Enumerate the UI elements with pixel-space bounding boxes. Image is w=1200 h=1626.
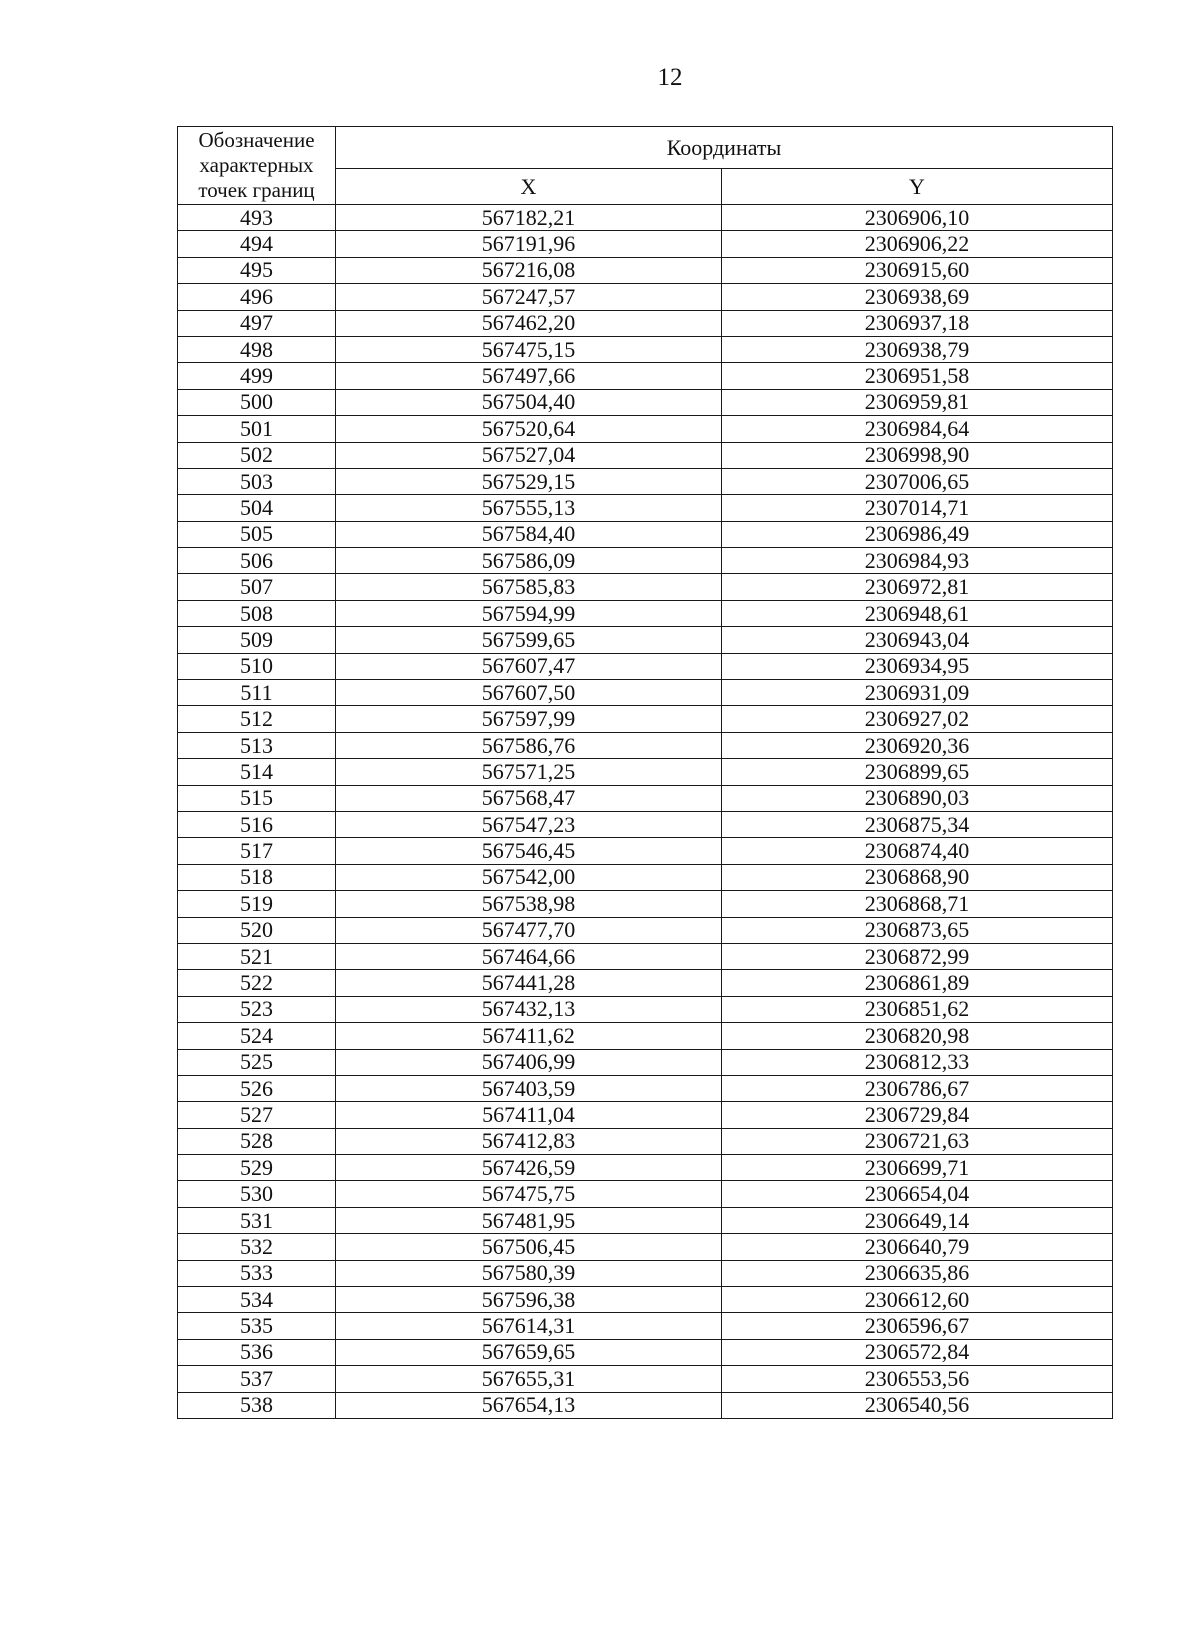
y-coordinate-cell: 2306915,60	[722, 257, 1113, 283]
x-coordinate-cell: 567406,99	[336, 1049, 722, 1075]
x-coordinate-cell: 567520,64	[336, 416, 722, 442]
point-cell: 531	[178, 1207, 336, 1233]
point-cell: 493	[178, 205, 336, 231]
x-coordinate-cell: 567426,59	[336, 1155, 722, 1181]
table-row	[178, 1155, 1113, 1181]
x-coordinate-cell: 567191,96	[336, 231, 722, 257]
table-row	[178, 1260, 1113, 1286]
x-coordinate-cell: 567580,39	[336, 1260, 722, 1286]
table-row	[178, 996, 1113, 1022]
x-coordinate-cell: 567441,28	[336, 970, 722, 996]
point-cell: 495	[178, 257, 336, 283]
x-coordinate-cell: 567586,76	[336, 732, 722, 758]
x-coordinate-cell: 567614,31	[336, 1313, 722, 1339]
x-coordinate-cell: 567546,45	[336, 838, 722, 864]
table-row	[178, 1366, 1113, 1392]
x-coordinate-cell: 567555,13	[336, 495, 722, 521]
x-coordinate-cell: 567568,47	[336, 785, 722, 811]
table-row	[178, 1075, 1113, 1101]
y-coordinate-cell: 2306920,36	[722, 732, 1113, 758]
x-coordinate-cell: 567412,83	[336, 1128, 722, 1154]
table-row	[178, 811, 1113, 837]
table-row	[178, 548, 1113, 574]
point-cell: 513	[178, 732, 336, 758]
y-coordinate-cell: 2306938,79	[722, 336, 1113, 362]
x-coordinate-cell: 567504,40	[336, 389, 722, 415]
y-coordinate-cell: 2306812,33	[722, 1049, 1113, 1075]
x-coordinate-cell: 567594,99	[336, 600, 722, 626]
point-cell: 510	[178, 653, 336, 679]
y-coordinate-cell: 2307006,65	[722, 468, 1113, 494]
x-coordinate-cell: 567659,65	[336, 1339, 722, 1365]
point-cell: 496	[178, 284, 336, 310]
table-row	[178, 653, 1113, 679]
point-cell: 524	[178, 1023, 336, 1049]
point-cell: 517	[178, 838, 336, 864]
point-cell: 501	[178, 416, 336, 442]
table-row	[178, 1102, 1113, 1128]
x-coordinate-cell: 567462,20	[336, 310, 722, 336]
table-row	[178, 785, 1113, 811]
y-coordinate-cell: 2306951,58	[722, 363, 1113, 389]
table-row	[178, 205, 1113, 231]
point-cell: 500	[178, 389, 336, 415]
x-coordinate-cell: 567585,83	[336, 574, 722, 600]
table-row	[178, 231, 1113, 257]
x-coordinate-cell: 567542,00	[336, 864, 722, 890]
table-row	[178, 442, 1113, 468]
table-row	[178, 706, 1113, 732]
x-coordinate-cell: 567477,70	[336, 917, 722, 943]
x-coordinate-cell: 567607,50	[336, 680, 722, 706]
point-designation-header: Обозначение характерных точек границ	[178, 127, 336, 205]
table-row	[178, 389, 1113, 415]
y-coordinate-cell: 2306948,61	[722, 600, 1113, 626]
y-coordinate-cell: 2306890,03	[722, 785, 1113, 811]
point-cell: 530	[178, 1181, 336, 1207]
y-coordinate-cell: 2306972,81	[722, 574, 1113, 600]
table-row	[178, 600, 1113, 626]
table-header	[178, 127, 1113, 205]
table-row	[178, 521, 1113, 547]
table-row	[178, 891, 1113, 917]
table-row	[178, 310, 1113, 336]
table-row	[178, 1181, 1113, 1207]
y-coordinate-cell: 2306635,86	[722, 1260, 1113, 1286]
y-column-header: Y	[722, 169, 1113, 205]
point-cell: 538	[178, 1392, 336, 1418]
y-coordinate-cell: 2306612,60	[722, 1287, 1113, 1313]
x-coordinate-cell: 567529,15	[336, 468, 722, 494]
x-coordinate-cell: 567182,21	[336, 205, 722, 231]
table-row	[178, 943, 1113, 969]
table-row	[178, 1049, 1113, 1075]
point-cell: 499	[178, 363, 336, 389]
x-coordinate-cell: 567527,04	[336, 442, 722, 468]
y-coordinate-cell: 2306820,98	[722, 1023, 1113, 1049]
table-body	[178, 205, 1113, 1419]
table-row	[178, 1207, 1113, 1233]
y-coordinate-cell: 2306984,93	[722, 548, 1113, 574]
point-cell: 505	[178, 521, 336, 547]
y-coordinate-cell: 2306998,90	[722, 442, 1113, 468]
table-row	[178, 1287, 1113, 1313]
table-row	[178, 1234, 1113, 1260]
x-coordinate-cell: 567655,31	[336, 1366, 722, 1392]
point-cell: 522	[178, 970, 336, 996]
y-coordinate-cell: 2306873,65	[722, 917, 1113, 943]
table-row	[178, 1313, 1113, 1339]
point-cell: 494	[178, 231, 336, 257]
point-cell: 508	[178, 600, 336, 626]
x-coordinate-cell: 567216,08	[336, 257, 722, 283]
y-coordinate-cell: 2306649,14	[722, 1207, 1113, 1233]
point-cell: 509	[178, 627, 336, 653]
table-row	[178, 1023, 1113, 1049]
x-coordinate-cell: 567403,59	[336, 1075, 722, 1101]
y-coordinate-cell: 2306540,56	[722, 1392, 1113, 1418]
y-coordinate-cell: 2306984,64	[722, 416, 1113, 442]
point-cell: 498	[178, 336, 336, 362]
x-coordinate-cell: 567411,62	[336, 1023, 722, 1049]
x-coordinate-cell: 567247,57	[336, 284, 722, 310]
y-coordinate-cell: 2306959,81	[722, 389, 1113, 415]
point-cell: 514	[178, 759, 336, 785]
x-coordinate-cell: 567654,13	[336, 1392, 722, 1418]
table-row	[178, 759, 1113, 785]
point-cell: 533	[178, 1260, 336, 1286]
point-cell: 518	[178, 864, 336, 890]
point-cell: 536	[178, 1339, 336, 1365]
x-coordinate-cell: 567538,98	[336, 891, 722, 917]
y-coordinate-cell: 2306943,04	[722, 627, 1113, 653]
y-coordinate-cell: 2307014,71	[722, 495, 1113, 521]
x-coordinate-cell: 567584,40	[336, 521, 722, 547]
y-coordinate-cell: 2306986,49	[722, 521, 1113, 547]
y-coordinate-cell: 2306721,63	[722, 1128, 1113, 1154]
point-cell: 515	[178, 785, 336, 811]
y-coordinate-cell: 2306872,99	[722, 943, 1113, 969]
point-cell: 529	[178, 1155, 336, 1181]
point-cell: 521	[178, 943, 336, 969]
point-cell: 519	[178, 891, 336, 917]
table-row	[178, 732, 1113, 758]
y-coordinate-cell: 2306861,89	[722, 970, 1113, 996]
table-row	[178, 363, 1113, 389]
x-coordinate-cell: 567571,25	[336, 759, 722, 785]
x-coordinate-cell: 567411,04	[336, 1102, 722, 1128]
point-cell: 525	[178, 1049, 336, 1075]
y-coordinate-cell: 2306931,09	[722, 680, 1113, 706]
table-row	[178, 680, 1113, 706]
x-coordinate-cell: 567586,09	[336, 548, 722, 574]
y-coordinate-cell: 2306874,40	[722, 838, 1113, 864]
y-coordinate-cell: 2306654,04	[722, 1181, 1113, 1207]
y-coordinate-cell: 2306906,22	[722, 231, 1113, 257]
table-row	[178, 416, 1113, 442]
point-cell: 537	[178, 1366, 336, 1392]
table-row	[178, 336, 1113, 362]
x-coordinate-cell: 567464,66	[336, 943, 722, 969]
x-coordinate-cell: 567607,47	[336, 653, 722, 679]
y-coordinate-cell: 2306786,67	[722, 1075, 1113, 1101]
y-coordinate-cell: 2306868,71	[722, 891, 1113, 917]
point-cell: 506	[178, 548, 336, 574]
x-coordinate-cell: 567481,95	[336, 1207, 722, 1233]
point-cell: 535	[178, 1313, 336, 1339]
point-cell: 504	[178, 495, 336, 521]
y-coordinate-cell: 2306640,79	[722, 1234, 1113, 1260]
table-row	[178, 1128, 1113, 1154]
x-coordinate-cell: 567497,66	[336, 363, 722, 389]
point-cell: 507	[178, 574, 336, 600]
point-cell: 528	[178, 1128, 336, 1154]
y-coordinate-cell: 2306927,02	[722, 706, 1113, 732]
y-coordinate-cell: 2306899,65	[722, 759, 1113, 785]
y-coordinate-cell: 2306937,18	[722, 310, 1113, 336]
point-cell: 516	[178, 811, 336, 837]
point-cell: 497	[178, 310, 336, 336]
x-coordinate-cell: 567547,23	[336, 811, 722, 837]
table-row	[178, 864, 1113, 890]
y-coordinate-cell: 2306938,69	[722, 284, 1113, 310]
table-row	[178, 1339, 1113, 1365]
y-coordinate-cell: 2306868,90	[722, 864, 1113, 890]
point-cell: 534	[178, 1287, 336, 1313]
table-row	[178, 627, 1113, 653]
table-row	[178, 574, 1113, 600]
x-coordinate-cell: 567432,13	[336, 996, 722, 1022]
table-row	[178, 838, 1113, 864]
point-cell: 502	[178, 442, 336, 468]
y-coordinate-cell: 2306596,67	[722, 1313, 1113, 1339]
y-coordinate-cell: 2306553,56	[722, 1366, 1113, 1392]
table-row	[178, 257, 1113, 283]
point-cell: 520	[178, 917, 336, 943]
point-cell: 503	[178, 468, 336, 494]
table-row	[178, 284, 1113, 310]
table-row	[178, 495, 1113, 521]
point-cell: 523	[178, 996, 336, 1022]
y-coordinate-cell: 2306851,62	[722, 996, 1113, 1022]
y-coordinate-cell: 2306934,95	[722, 653, 1113, 679]
point-cell: 527	[178, 1102, 336, 1128]
y-coordinate-cell: 2306906,10	[722, 205, 1113, 231]
y-coordinate-cell: 2306875,34	[722, 811, 1113, 837]
point-cell: 511	[178, 680, 336, 706]
point-cell: 512	[178, 706, 336, 732]
y-coordinate-cell: 2306729,84	[722, 1102, 1113, 1128]
x-coordinate-cell: 567475,75	[336, 1181, 722, 1207]
coordinates-header: Координаты	[336, 127, 1113, 169]
x-column-header: X	[336, 169, 722, 205]
x-coordinate-cell: 567599,65	[336, 627, 722, 653]
x-coordinate-cell: 567475,15	[336, 336, 722, 362]
page-number: 12	[657, 64, 683, 91]
table-row	[178, 917, 1113, 943]
coordinates-table	[177, 126, 1113, 1419]
table-row	[178, 468, 1113, 494]
y-coordinate-cell: 2306572,84	[722, 1339, 1113, 1365]
x-coordinate-cell: 567596,38	[336, 1287, 722, 1313]
y-coordinate-cell: 2306699,71	[722, 1155, 1113, 1181]
point-cell: 526	[178, 1075, 336, 1101]
table-row	[178, 1392, 1113, 1418]
x-coordinate-cell: 567506,45	[336, 1234, 722, 1260]
table-row	[178, 970, 1113, 996]
x-coordinate-cell: 567597,99	[336, 706, 722, 732]
point-cell: 532	[178, 1234, 336, 1260]
